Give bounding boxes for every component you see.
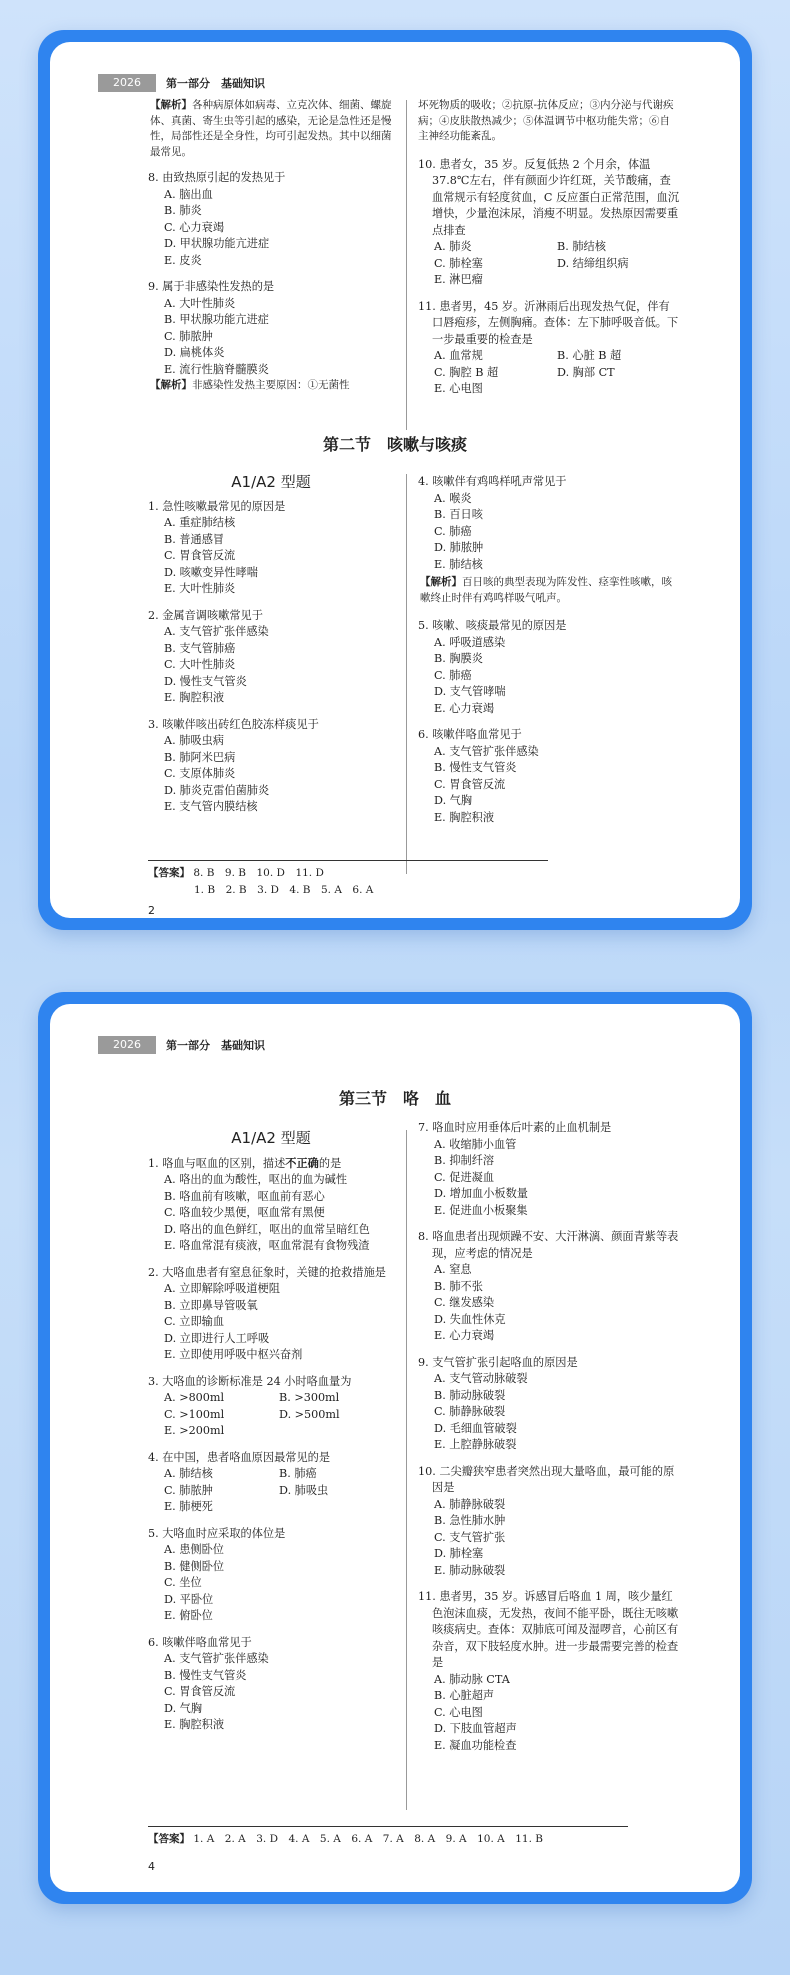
- question-2: 2. 大咯血患者有窒息征象时，关键的抢救措施是 A. 立即解除呼吸道梗阻 B. 立即鼻导管吸氧 C. 立即输血 D. 立即进行人工呼吸 E. 立即使用呼吸中枢兴奋剂: [148, 1265, 386, 1361]
- year-badge: 2026: [98, 74, 156, 92]
- question-7: 7. 咯血时应用垂体后叶素的止血机制是 A. 收缩肺小血管 B. 抑制纤溶 C. 促进凝血 D. 增加血小板数量 E. 促进血小板聚集: [418, 1121, 612, 1217]
- right-column: [418, 1120, 680, 1764]
- page-number: 4: [148, 1860, 155, 1873]
- column-divider: [406, 100, 407, 430]
- question-3: 3. 咳嗽伴咳出砖红色胶冻样痰见于 A. 肺吸虫病 B. 肺阿米巴病 C. 支原体肺炎 D. 肺炎克雷伯菌肺炎 E. 支气管内膜结核: [148, 717, 319, 813]
- question-8: 8. 咯血患者出现烦躁不安、大汗淋漓、颜面青紫等表现，应考虑的情况是 A. 窒息 B. 肺不张 C. 继发感染 D. 失血性休克 E. 心力衰竭: [418, 1230, 679, 1342]
- header-title: 第一部分 基础知识: [166, 77, 265, 90]
- question-9: 9. 支气管扩张引起咯血的原因是 A. 支气管动脉破裂 B. 肺动脉破裂 C. 肺静脉破裂 D. 毛细血管破裂 E. 上腔静脉破裂: [418, 1355, 578, 1451]
- left-column-bottom: [148, 474, 394, 826]
- answer-key: 【答案】 1. A 2. A 3. D 4. A 5. A 6. A 7. A 8. A 9. A 10. A 11. B: [148, 1826, 628, 1848]
- explanation: 【解析】百日咳的典型表现为阵发性、痉挛性咳嗽，咳嗽终止时伴有鸡鸣样吸气吼声。: [420, 576, 672, 604]
- page-number: 2: [148, 904, 155, 917]
- question-type-title: A1/A2 型题: [231, 473, 311, 491]
- question-5: 5. 咳嗽、咳痰最常见的原因是 A. 呼吸道感染 B. 胸膜炎 C. 肺癌 D. 支气管哮喘 E. 心力衰竭: [418, 619, 567, 715]
- question-4: 4. 咳嗽伴有鸡鸣样吼声常见于 A. 喉炎 B. 百日咳 C. 肺癌 D. 肺脓肿 E. 肺结核: [418, 475, 567, 571]
- book-page-2: [50, 42, 740, 918]
- column-divider: [406, 1130, 407, 1810]
- question-3: 3. 大咯血的诊断标准是 24 小时咯血量为 A. >800ml B. >300ml C. >100ml D. >500ml E. >200ml: [148, 1374, 352, 1437]
- question-10: 10. 患者女，35 岁。反复低热 2 个月余，体温 37.8℃左右，伴有颜面少许红斑，关节酸痛，查血常规示有轻度贫血，C 反应蛋白正常范围，血沉增快，少量泡沫尿，消瘦不明显。发热原因需要重点排查 A. 肺炎 B. 肺结核 C. 肺栓塞 D. 结缔组织病 E. 淋巴瘤: [418, 157, 680, 286]
- question-1: 1. 咯血与呕血的区别，描述不正确的是 A. 咯出的血为酸性，呕出的血为碱性 B. 咯血前有咳嗽，呕血前有恶心 C. 咯血较少黑便，呕血常有黑便 D. 咯出的血色鲜红，呕出的血常呈暗红色 E. 咯血常混有痰液，呕血常混有食物残渣: [148, 1155, 370, 1252]
- explanation-continued: 坏死物质的吸收；②抗原-抗体反应；③内分泌与代谢疾病；④皮肤散热减少；⑤体温调节中枢功能失常；⑥自主神经功能紊乱。: [418, 99, 674, 142]
- page-header: [98, 74, 265, 92]
- question-2: 2. 金属音调咳嗽常见于 A. 支气管扩张伴感染 B. 支气管肺癌 C. 大叶性肺炎 D. 慢性支气管炎 E. 胸腔积液: [148, 608, 269, 704]
- book-page-4: [50, 1004, 740, 1892]
- left-column-top: [148, 98, 394, 394]
- section-title: 第二节 咳嗽与咳痰: [322, 435, 467, 454]
- section-title: 第三节 咯 血: [338, 1089, 451, 1108]
- page-header: [98, 1036, 265, 1054]
- page-frame-1: [38, 30, 752, 930]
- question-10: 10. 二尖瓣狭窄患者突然出现大量咯血，最可能的原因是 A. 肺静脉破裂 B. 急性肺水肿 C. 支气管扩张 D. 肺栓塞 E. 肺动脉破裂: [418, 1464, 675, 1577]
- question-9: 9. 属于非感染性发热的是 A. 大叶性肺炎 B. 甲状腺功能亢进症 C. 肺脓肿 D. 扁桃体炎 E. 流行性脑脊髓膜炎: [148, 280, 275, 376]
- question-6: 6. 咳嗽伴咯血常见于 A. 支气管扩张伴感染 B. 慢性支气管炎 C. 胃食管反流 D. 气胸 E. 胸腔积液: [148, 1635, 269, 1731]
- explanation: 【解析】各种病原体如病毒、立克次体、细菌、螺旋体、真菌、寄生虫等引起的感染，无论是急性还是慢性，局部性还是全身性，均可引起发热。其中以细菌最常见。: [150, 99, 392, 158]
- question-11: 11. 患者男，45 岁。沂淋雨后出现发热气促，伴有口唇疱疹，左侧胸痛。查体：左下肺呼吸音低。下一步最重要的检查是 A. 血常规 B. 心脏 B 超 C. 胸腔 B 超 D. 胸部 CT E. 心电图: [418, 299, 679, 395]
- header-title: 第一部分 基础知识: [166, 1039, 265, 1052]
- question-5: 5. 大咯血时应采取的体位是 A. 患侧卧位 B. 健侧卧位 C. 坐位 D. 平卧位 E. 俯卧位: [148, 1526, 286, 1622]
- question-4: 4. 在中国，患者咯血原因最常见的是 A. 肺结核 B. 肺癌 C. 肺脓肿 D. 肺吸虫 E. 肺梗死: [148, 1450, 331, 1513]
- answer-key: 【答案】 8. B 9. B 10. D 11. D 1. B 2. B 3. D 4. B 5. A 6. A: [148, 860, 548, 899]
- question-1: 1. 急性咳嗽最常见的原因是 A. 重症肺结核 B. 普通感冒 C. 胃食管反流 D. 咳嗽变异性哮喘 E. 大叶性肺炎: [148, 499, 286, 595]
- left-column: [148, 1130, 394, 1744]
- year-badge: 2026: [98, 1036, 156, 1054]
- question-type-title: A1/A2 型题: [231, 1129, 311, 1147]
- right-column-bottom: [418, 474, 680, 836]
- question-6: 6. 咳嗽伴咯血常见于 A. 支气管扩张伴感染 B. 慢性支气管炎 C. 胃食管反流 D. 气胸 E. 胸腔积液: [418, 728, 539, 824]
- column-divider: [406, 474, 407, 874]
- right-column-top: [418, 98, 680, 408]
- question-8: 8. 由致热原引起的发热见于 A. 脑出血 B. 肺炎 C. 心力衰竭 D. 甲状腺功能亢进症 E. 皮炎: [148, 171, 286, 267]
- explanation: 【解析】非感染性发热主要原因：①无菌性: [150, 379, 350, 391]
- question-11: 11. 患者男，35 岁。诉感冒后咯血 1 周，咳少量红色泡沫血痰，无发热，夜间不能平卧，既往无咳嗽咳痰病史。查体：双肺底可闻及湿啰音，心前区有杂音，双下肢轻度水肿。进一步最需要完善的检查是 A. 肺动脉 CTA B. 心脏超声 C. 心电图 D. 下肢血管超声 E. 凝血功能检查: [418, 1590, 679, 1752]
- page-frame-2: [38, 992, 752, 1904]
